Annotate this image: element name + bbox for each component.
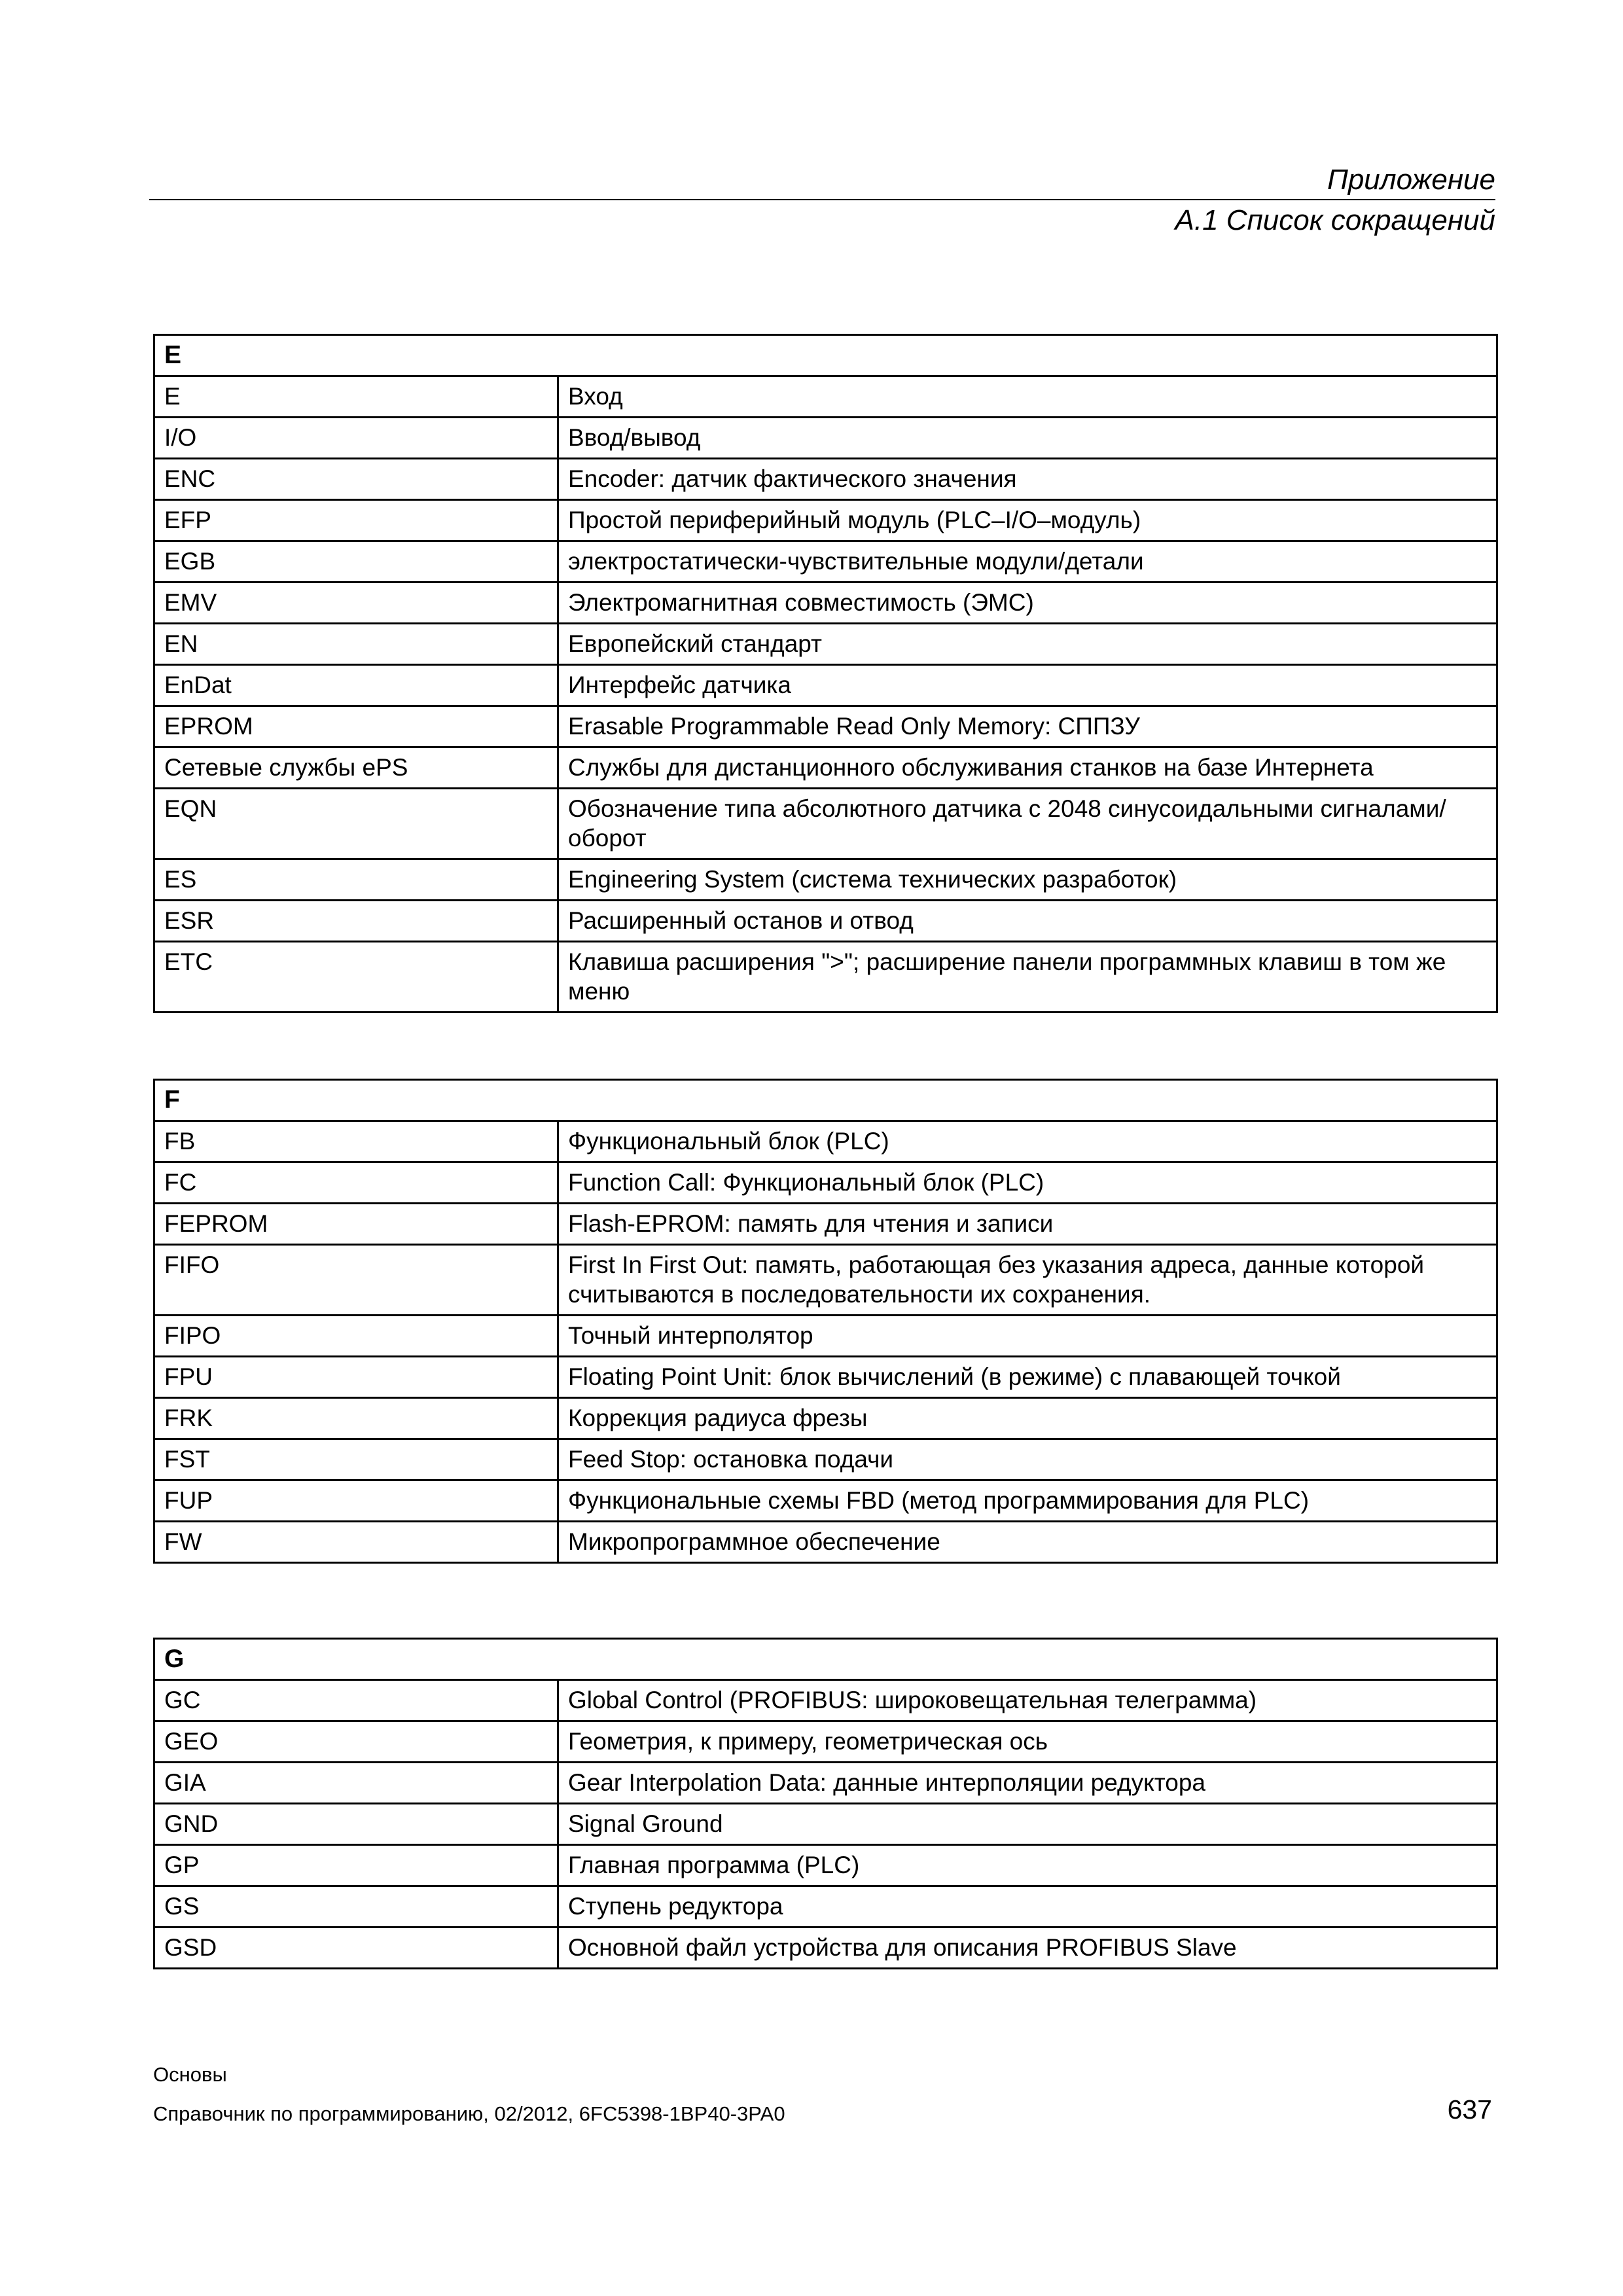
- table-row: [154, 1928, 1497, 1969]
- description-cell: Вход: [558, 376, 1497, 418]
- table-row: [154, 1763, 1497, 1804]
- table-row: [154, 1245, 1497, 1316]
- table-letter-heading: G: [154, 1639, 1497, 1680]
- description-cell: First In First Out: память, работающая без указания адреса, данные которой считываются в последовательности их сохранения.: [558, 1245, 1497, 1316]
- abbreviation-cell: I/O: [154, 418, 558, 459]
- table-letter-heading: F: [154, 1080, 1497, 1121]
- description-cell: Микропрограммное обеспечение: [558, 1522, 1497, 1563]
- abbreviation-cell: FIPO: [154, 1316, 558, 1357]
- table-row: [154, 1680, 1497, 1721]
- subsection-title: A.1 Список сокращений: [1175, 204, 1495, 236]
- description-cell: Геометрия, к примеру, геометрическая ось: [558, 1721, 1497, 1763]
- table-row: [154, 1721, 1497, 1763]
- table-row: [154, 901, 1497, 942]
- abbreviation-table-e: [153, 334, 1498, 1013]
- description-cell: Gear Interpolation Data: данные интерполяции редуктора: [558, 1763, 1497, 1804]
- abbreviation-cell: EFP: [154, 500, 558, 541]
- table-row: [154, 706, 1497, 747]
- abbreviation-cell: GP: [154, 1845, 558, 1886]
- abbreviation-cell: FW: [154, 1522, 558, 1563]
- table-row: [154, 942, 1497, 1013]
- table-row: [154, 1204, 1497, 1245]
- abbreviation-cell: FRK: [154, 1398, 558, 1439]
- description-cell: Европейский стандарт: [558, 624, 1497, 665]
- abbreviation-cell: GSD: [154, 1928, 558, 1969]
- description-cell: Flash-EPROM: память для чтения и записи: [558, 1204, 1497, 1245]
- abbreviation-cell: GIA: [154, 1763, 558, 1804]
- abbreviation-cell: EGB: [154, 541, 558, 583]
- abbreviation-cell: FC: [154, 1162, 558, 1204]
- table-row: [154, 500, 1497, 541]
- table-row: [154, 541, 1497, 583]
- table-row: [154, 859, 1497, 901]
- table-row: [154, 747, 1497, 789]
- abbreviation-cell: GEO: [154, 1721, 558, 1763]
- description-cell: Feed Stop: остановка подачи: [558, 1439, 1497, 1480]
- description-cell: Клавиша расширения ">"; расширение панели программных клавиш в том же меню: [558, 942, 1497, 1013]
- table-row: [154, 376, 1497, 418]
- abbreviation-cell: FIFO: [154, 1245, 558, 1316]
- description-cell: Обозначение типа абсолютного датчика с 2048 синусоидальными сигналами/оборот: [558, 789, 1497, 859]
- table-row: [154, 1398, 1497, 1439]
- table-row: [154, 1522, 1497, 1563]
- description-cell: Службы для дистанционного обслуживания станков на базе Интернета: [558, 747, 1497, 789]
- description-cell: Расширенный останов и отвод: [558, 901, 1497, 942]
- abbreviation-cell: E: [154, 376, 558, 418]
- description-cell: Ввод/вывод: [558, 418, 1497, 459]
- description-cell: Функциональные схемы FBD (метод программирования для PLC): [558, 1480, 1497, 1522]
- description-cell: Главная программа (PLC): [558, 1845, 1497, 1886]
- abbreviation-cell: GS: [154, 1886, 558, 1928]
- abbreviation-cell: EN: [154, 624, 558, 665]
- abbreviation-cell: EPROM: [154, 706, 558, 747]
- table-row: [154, 459, 1497, 500]
- header-divider: [149, 199, 1495, 200]
- description-cell: Коррекция радиуса фрезы: [558, 1398, 1497, 1439]
- abbreviation-cell: FEPROM: [154, 1204, 558, 1245]
- abbreviation-cell: Сетевые службы ePS: [154, 747, 558, 789]
- table-row: [154, 789, 1497, 859]
- table-row: [154, 624, 1497, 665]
- table-row: [154, 665, 1497, 706]
- description-cell: Интерфейс датчика: [558, 665, 1497, 706]
- description-cell: Электромагнитная совместимость (ЭМС): [558, 583, 1497, 624]
- description-cell: Encoder: датчик фактического значения: [558, 459, 1497, 500]
- abbreviation-cell: EMV: [154, 583, 558, 624]
- table-header-row: [154, 335, 1497, 376]
- description-cell: Ступень редуктора: [558, 1886, 1497, 1928]
- table-row: [154, 1804, 1497, 1845]
- section-title: Приложение: [1327, 164, 1495, 196]
- abbreviation-cell: FPU: [154, 1357, 558, 1398]
- description-cell: Основной файл устройства для описания PROFIBUS Slave: [558, 1928, 1497, 1969]
- description-cell: Функциональный блок (PLC): [558, 1121, 1497, 1162]
- abbreviation-cell: ESR: [154, 901, 558, 942]
- abbreviation-cell: GC: [154, 1680, 558, 1721]
- abbreviation-table-f: [153, 1079, 1498, 1564]
- abbreviation-cell: FST: [154, 1439, 558, 1480]
- description-cell: Floating Point Unit: блок вычислений (в режиме) с плавающей точкой: [558, 1357, 1497, 1398]
- table-row: [154, 1316, 1497, 1357]
- table-row: [154, 1162, 1497, 1204]
- abbreviation-cell: EQN: [154, 789, 558, 859]
- description-cell: Engineering System (система технических разработок): [558, 859, 1497, 901]
- footer-title: Основы: [153, 2063, 227, 2086]
- abbreviation-cell: GND: [154, 1804, 558, 1845]
- table-row: [154, 418, 1497, 459]
- description-cell: Function Call: Функциональный блок (PLC): [558, 1162, 1497, 1204]
- description-cell: Erasable Programmable Read Only Memory: СППЗУ: [558, 706, 1497, 747]
- table-row: [154, 1357, 1497, 1398]
- description-cell: электростатически-чувствительные модули/детали: [558, 541, 1497, 583]
- page-number: 637: [1447, 2094, 1492, 2125]
- abbreviation-cell: ETC: [154, 942, 558, 1013]
- table-header-row: [154, 1080, 1497, 1121]
- abbreviation-table-g: [153, 1638, 1498, 1969]
- footer-manual-info: Справочник по программированию, 02/2012, 6FC5398-1BP40-3PA0: [153, 2102, 785, 2125]
- table-row: [154, 1845, 1497, 1886]
- abbreviation-cell: FUP: [154, 1480, 558, 1522]
- table-header-row: [154, 1639, 1497, 1680]
- table-letter-heading: E: [154, 335, 1497, 376]
- abbreviation-cell: FB: [154, 1121, 558, 1162]
- table-row: [154, 1439, 1497, 1480]
- abbreviation-cell: EnDat: [154, 665, 558, 706]
- abbreviation-cell: ES: [154, 859, 558, 901]
- table-row: [154, 583, 1497, 624]
- table-row: [154, 1886, 1497, 1928]
- table-row: [154, 1480, 1497, 1522]
- table-row: [154, 1121, 1497, 1162]
- description-cell: Global Control (PROFIBUS: широковещательная телеграмма): [558, 1680, 1497, 1721]
- abbreviation-cell: ENC: [154, 459, 558, 500]
- description-cell: Точный интерполятор: [558, 1316, 1497, 1357]
- description-cell: Signal Ground: [558, 1804, 1497, 1845]
- description-cell: Простой периферийный модуль (PLC–I/O–модуль): [558, 500, 1497, 541]
